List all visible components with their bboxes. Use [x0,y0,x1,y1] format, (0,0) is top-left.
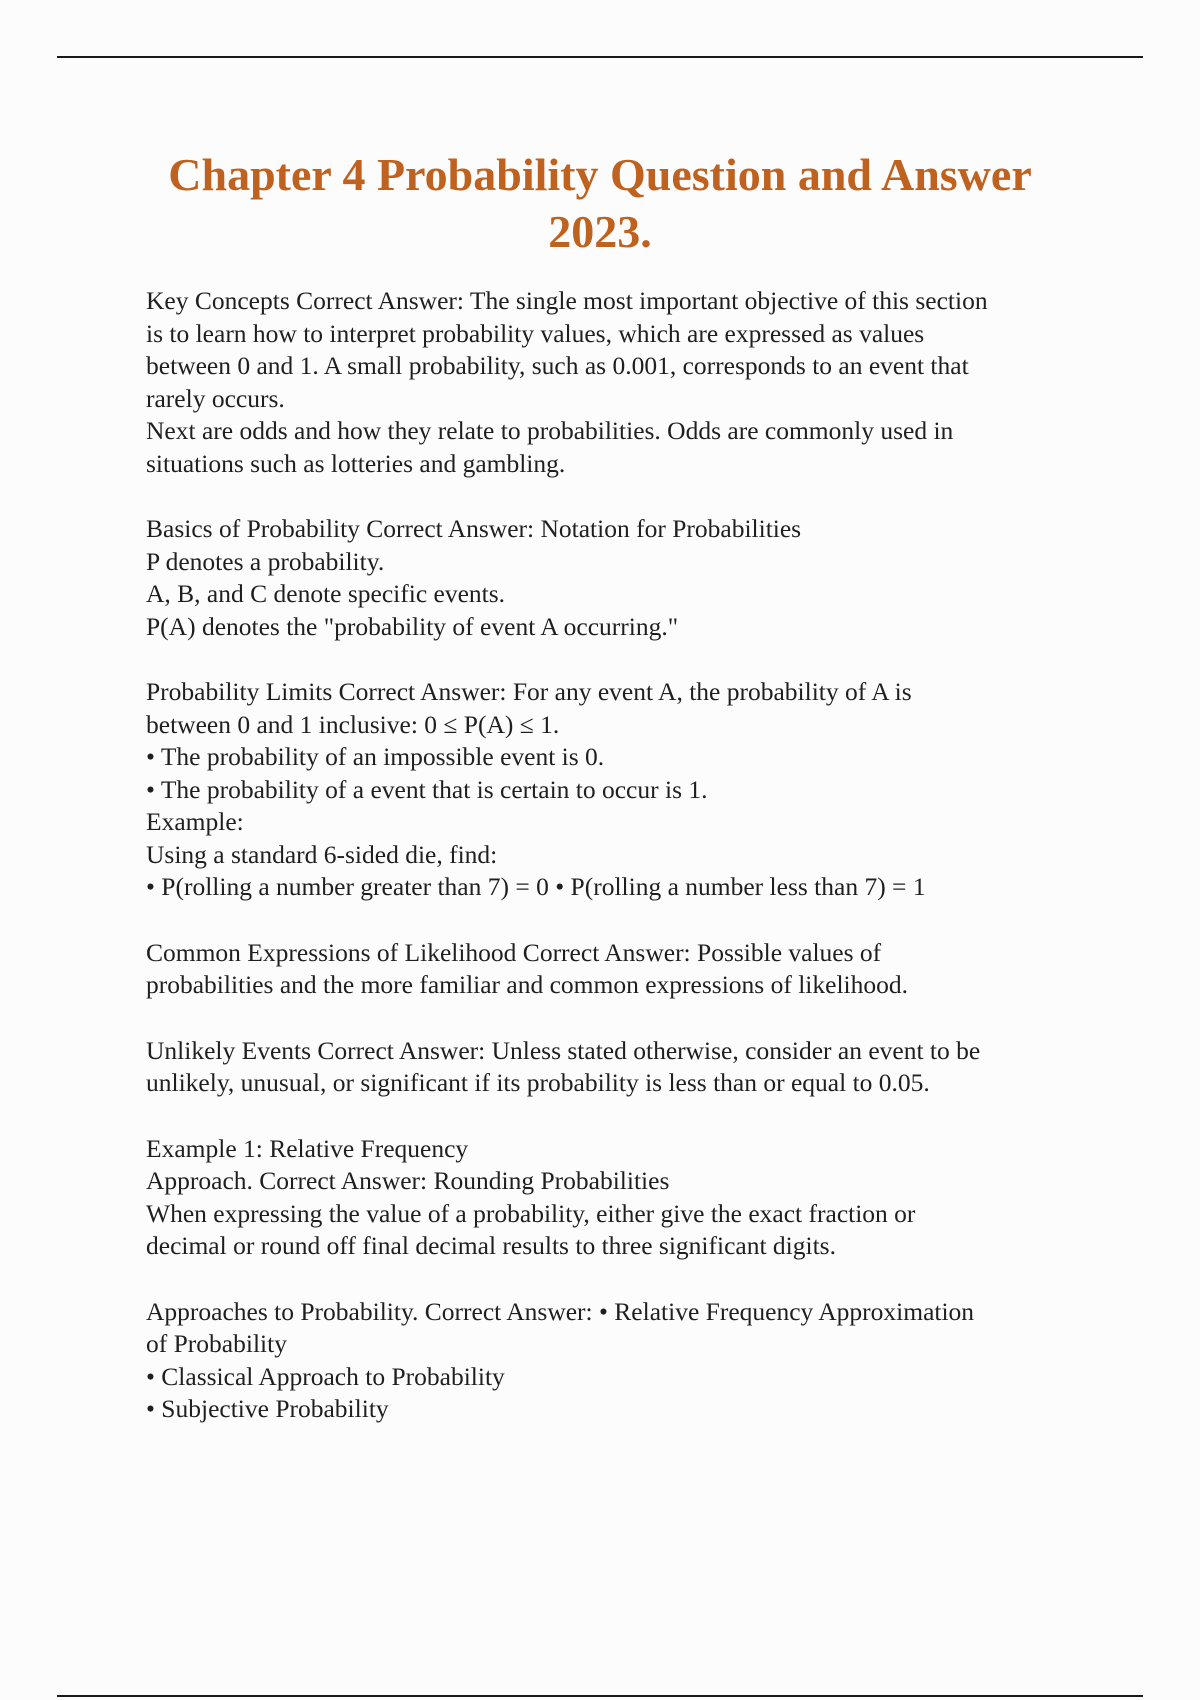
text-line: between 0 and 1 inclusive: 0 ≤ P(A) ≤ 1. [146,709,560,739]
title-line-2: 2023. [548,206,652,257]
text-line: unlikely, unusual, or significant if its probability is less than or equal to 0.05. [146,1068,930,1097]
text-line: A, B, and C denote specific events. [146,579,506,608]
text-line: situations such as lotteries and gambling. [146,448,566,478]
text-line: Basics of Probability Correct Answer: Notation for Probabilities [146,514,802,543]
bullet-line: • The probability of an impossible event is 0. [146,742,605,771]
section-common-expressions [146,937,1096,1002]
section-probability-limits [146,676,1096,904]
section-relative-frequency [146,1133,1096,1263]
text-line: of Probability [146,1329,287,1358]
text-line: Common Expressions of Likelihood Correct Answer: Possible values of [146,937,882,967]
bullet-line: • The probability of a event that is certain to occur is 1. [146,774,708,804]
text-line: Probability Limits Correct Answer: For any event A, the probability of A is [146,677,912,706]
text-line: is to learn how to interpret probability values, which are expressed as values [146,318,925,348]
text-line: probabilities and the more familiar and common expressions of likelihood. [146,970,908,999]
bullet-line: • P(rolling a number greater than 7) = 0 • P(rolling a number less than 7) = 1 [146,872,926,901]
text-line: P(A) denotes the "probability of event A occurring." [146,611,679,641]
text-line: When expressing the value of a probability, either give the exact fraction or [146,1198,916,1228]
title-line-1: Chapter 4 Probability Question and Answer [168,149,1032,200]
text-line: Key Concepts Correct Answer: The single most important objective of this section [146,286,988,315]
text-line: Approach. Correct Answer: Rounding Probabilities [146,1166,670,1195]
section-key-concepts [146,285,1096,480]
section-basics-of-probability [146,513,1096,643]
header-rule [57,56,1143,58]
section-approaches [146,1296,1096,1426]
document-body [146,285,1096,1459]
text-line: Using a standard 6-sided die, find: [146,839,498,869]
text-line: P denotes a probability. [146,546,385,576]
text-line: decimal or round off final decimal results to three significant digits. [146,1231,836,1260]
text-line: rarely occurs. [146,383,285,413]
text-line: between 0 and 1. A small probability, such as 0.001, corresponds to an event that [146,351,969,380]
footer-rule [57,1695,1143,1697]
text-line: Next are odds and how they relate to probabilities. Odds are commonly used in [146,416,954,445]
section-unlikely-events [146,1035,1096,1100]
bullet-line: • Classical Approach to Probability [146,1361,505,1391]
text-line: Unlikely Events Correct Answer: Unless stated otherwise, consider an event to be [146,1035,981,1065]
bullet-line: • Subjective Probability [146,1394,389,1423]
document-title [130,146,1070,260]
text-line: Approaches to Probability. Correct Answer: • Relative Frequency Approximation [146,1296,975,1326]
text-line: Example 1: Relative Frequency [146,1133,469,1163]
text-line: Example: [146,807,244,836]
